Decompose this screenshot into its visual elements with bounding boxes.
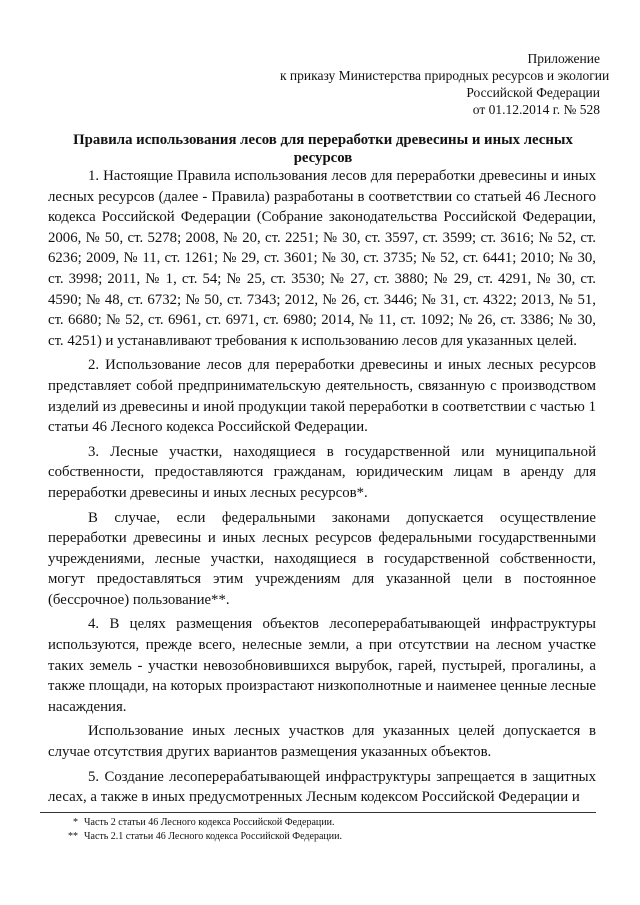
footnote-text: Часть 2.1 статьи 46 Лесного кодекса Российской Федерации. — [84, 831, 342, 842]
document-body — [48, 166, 596, 808]
paragraph-1: 1. Настоящие Правила использования лесов для переработки древесины и иных лесных ресурсов (далее - Правила) разработаны в соответствии со статьей 46 Лесного кодекса Российской Федерации (Собрание законодательства Российской Федерации, 2006, № 50, ст. 5278; 2008, № 20, ст. 2251; № 30, ст. 3597, ст. 3599; ст. 3616; № 52, ст. 6236; 2009, № 11, ст. 1261; № 29, ст. 3601; № 30, ст. 3735; № 52, ст. 6441; 2010; № 30, ст. 3998; 2011, № 1, ст. 54; № 25, ст. 3530; № 27, ст. 3880; № 29, ст. 4291, № 30, ст. 4590; № 48, ст. 6732; № 50, ст. 7343; 2012, № 26, ст. 3446; № 31, ст. 4322; 2013, № 51, ст. 6680; № 52, ст. 6961, ст. 6971, ст. 6980; 2014, № 11, ст. 1092; № 26, ст. 3386; № 30, ст. 4251) и устанавливают требования к использованию лесов для указанных целей. — [48, 168, 596, 349]
paragraph-4: 4. В целях размещения объектов лесоперерабатывающей инфраструктуры используются, прежде всего, нелесные земли, а при отсутствии на лесном участке таких земель - участки невозобновившихся вырубок, гарей, пустырей, прогалины, а также площади, на которых произрастают низкополнотные и наименее ценные лесные насаждения. — [48, 616, 596, 715]
paragraph-2: 2. Использование лесов для переработки древесины и иных лесных ресурсов представляет собой предпринимательскую деятельность, связанную с производством изделий из древесины и иной продукции такой переработки в соответствии с частью 1 статьи 46 Лесного кодекса Российской Федерации. — [48, 357, 596, 436]
paragraph-4-continued: Использование иных лесных участков для указанных целей допускается в случае отсутствия других вариантов размещения указанных объектов. — [48, 723, 596, 761]
appendix-label: Приложение — [527, 51, 600, 66]
footnote-mark: * — [73, 817, 78, 828]
paragraph-3: 3. Лесные участки, находящиеся в государственной или муниципальной собственности, предоставляются гражданам, юридическим лицам в аренду для переработки древесины и иных лесных ресурсов*. — [48, 443, 596, 501]
footnotes — [58, 816, 578, 844]
document-title: Правила использования лесов для переработки древесины и иных лесных ресурсов — [73, 132, 573, 166]
footnote-2 — [58, 830, 578, 844]
footnote-1 — [58, 816, 578, 830]
footnote-divider — [40, 812, 596, 813]
order-reference: к приказу Министерства природных ресурсов и экологии — [280, 68, 610, 83]
footnote-mark: ** — [68, 831, 78, 842]
paragraph-5: 5. Создание лесоперерабатывающей инфраструктуры запрещается в защитных лесах, а также в иных предусмотренных Лесным кодексом Российской Федерации и — [48, 768, 596, 806]
appendix-header — [280, 50, 610, 118]
footnote-text: Часть 2 статьи 46 Лесного кодекса Российской Федерации. — [84, 817, 335, 828]
country-name: Российской Федерации — [466, 85, 600, 100]
order-date-number: от 01.12.2014 г. № 528 — [472, 102, 600, 117]
paragraph-3-continued: В случае, если федеральными законами допускается осуществление переработки древесины и иных лесных ресурсов федеральными государственными учреждениями, лесные участки, находящиеся в государственной собственности, могут предоставляться этим учреждениям для указанной цели в постоянное (бессрочное) пользование**. — [48, 509, 596, 608]
